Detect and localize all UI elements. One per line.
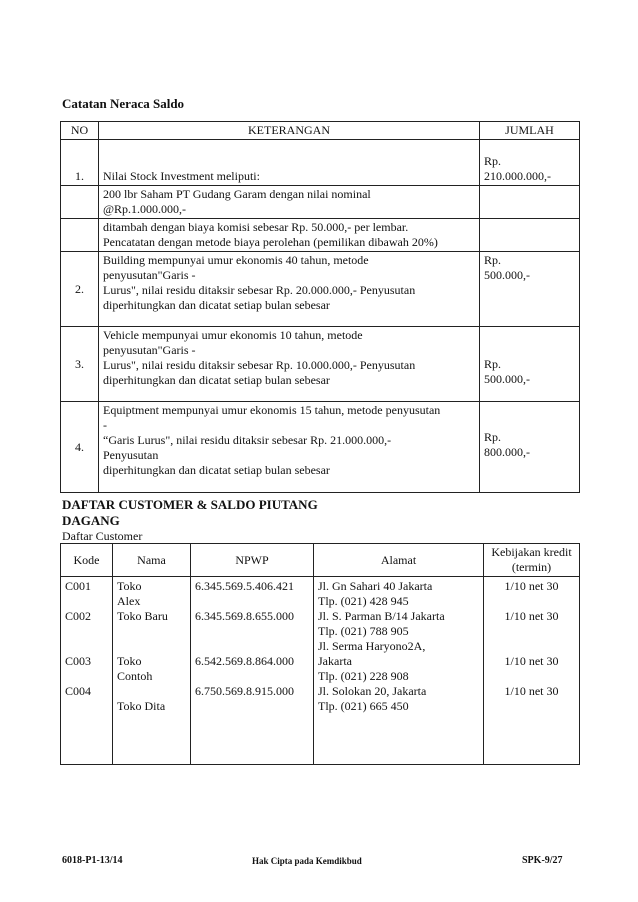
table-row — [61, 577, 580, 765]
description-line: Pencatatan dengan metode biaya perolehan (pemilikan dibawah 20%) — [103, 235, 438, 249]
table-row — [61, 327, 580, 402]
nama-cell — [117, 639, 186, 654]
npwp-cell — [195, 624, 309, 639]
alamat-cell: Jl. Solokan 20, Jakarta — [318, 684, 427, 698]
alamat-cell: Tlp. (021) 428 945 — [318, 594, 409, 608]
row-amount — [480, 402, 580, 493]
alamat-cell: Jl. Gn Sahari 40 Jakarta — [318, 579, 433, 593]
kebijakan-cell: 1/10 net 30 — [504, 684, 559, 698]
col-kode — [61, 577, 113, 765]
row-amount — [480, 327, 580, 402]
title-line: DAFTAR CUSTOMER & SALDO PIUTANG — [62, 497, 318, 512]
nama-cell: Toko — [117, 654, 142, 668]
alamat-cell: Tlp. (021) 788 905 — [318, 624, 409, 638]
kebijakan-cell: 1/10 net 30 — [504, 579, 559, 593]
kode-cell — [65, 639, 108, 654]
description-line: ditambah dengan biaya komisi sebesar Rp. 50.000,- per lembar. — [103, 220, 409, 234]
amount-value: 800.000,- — [484, 445, 530, 459]
header-kebijakan — [484, 544, 580, 577]
row-number — [61, 219, 99, 252]
kebijakan-cell — [488, 624, 575, 639]
footer-code: 6018-P1-13/14 — [62, 855, 123, 866]
table-header-row — [61, 122, 580, 140]
alamat-cell: Jl. Serma Haryono2A, — [318, 639, 426, 653]
col-nama — [113, 577, 191, 765]
nama-cell — [117, 684, 186, 699]
customer-table — [60, 543, 580, 765]
col-npwp — [191, 577, 314, 765]
amount-line: Rp. — [484, 154, 502, 168]
description-line: Equiptment mempunyai umur ekonomis 15 tahun, metode penyusutan — [103, 403, 441, 417]
section-subtitle: Daftar Customer — [62, 529, 143, 543]
description-line: Building mempunyai umur ekonomis 40 tahun, metode — [103, 253, 369, 267]
kode-cell: C002 — [65, 609, 92, 623]
alamat-cell: Jakarta — [318, 654, 352, 668]
header-alamat: Alamat — [314, 544, 484, 577]
header-nama: Nama — [113, 544, 191, 577]
row-number: 1. — [61, 140, 99, 186]
description-line: 200 lbr Saham PT Gudang Garam dengan nilai nominal — [103, 187, 371, 201]
kebijakan-cell — [488, 669, 575, 684]
row-number: 2. — [61, 252, 99, 327]
row-number: 4. — [61, 402, 99, 493]
row-amount — [480, 219, 580, 252]
row-description — [99, 327, 480, 402]
row-description — [99, 186, 480, 219]
description-line: penyusutan"Garis - — [103, 343, 196, 357]
kode-cell — [65, 624, 108, 639]
nama-cell: Toko — [117, 579, 142, 593]
kode-cell: C004 — [65, 684, 92, 698]
nama-cell — [117, 624, 186, 639]
row-description — [99, 219, 480, 252]
neraca-table — [60, 121, 580, 493]
table-row — [61, 402, 580, 493]
footer-copyright: Hak Cipta pada Kemdikbud — [252, 856, 362, 866]
npwp-cell: 6.750.569.8.915.000 — [195, 684, 294, 698]
header-jumlah: JUMLAH — [480, 122, 580, 140]
amount-line: Rp. — [484, 253, 502, 267]
kode-cell: C003 — [65, 654, 92, 668]
description-line: diperhitungkan dan dicatat setiap bulan sebesar — [103, 373, 330, 387]
amount-line: Rp. — [484, 430, 502, 444]
header-keterangan: KETERANGAN — [99, 122, 480, 140]
description-line: diperhitungkan dan dicatat setiap bulan sebesar — [103, 463, 330, 477]
description-line: penyusutan"Garis - — [103, 268, 196, 282]
kebijakan-cell — [488, 639, 575, 654]
row-number: 3. — [61, 327, 99, 402]
description-line: Lurus", nilai residu ditaksir sebesar Rp. 10.000.000,- Penyusutan — [103, 358, 416, 372]
kode-cell — [65, 594, 108, 609]
npwp-cell: 6.345.569.8.655.000 — [195, 609, 294, 623]
kode-cell: C001 — [65, 579, 92, 593]
row-description — [99, 252, 480, 327]
row-amount — [480, 186, 580, 219]
npwp-cell — [195, 669, 309, 684]
kode-cell — [65, 669, 108, 684]
section-title-customer — [62, 497, 362, 529]
amount-line: Rp. — [484, 357, 502, 371]
description-line: Vehicle mempunyai umur ekonomis 10 tahun, metode — [103, 328, 363, 342]
header-line: Kebijakan kredit — [491, 545, 572, 559]
alamat-cell: Jl. S. Parman B/14 Jakarta — [318, 609, 445, 623]
kebijakan-cell — [488, 594, 575, 609]
description-line: “Garis Lurus", nilai residu ditaksir sebesar Rp. 21.000.000,- — [103, 433, 392, 447]
nama-cell: Toko Baru — [117, 609, 168, 623]
row-description — [99, 402, 480, 493]
header-no: NO — [61, 122, 99, 140]
alamat-cell: Tlp. (021) 665 450 — [318, 699, 409, 713]
kebijakan-cell: 1/10 net 30 — [504, 654, 559, 668]
header-line: (termin) — [511, 560, 552, 574]
col-alamat — [314, 577, 484, 765]
npwp-cell: 6.345.569.5.406.421 — [195, 579, 294, 593]
nama-cell: Contoh — [117, 669, 153, 683]
row-number — [61, 186, 99, 219]
table-row — [61, 186, 580, 219]
alamat-cell: Tlp. (021) 228 908 — [318, 669, 409, 683]
section-title-neraca: Catatan Neraca Saldo — [62, 96, 185, 111]
table-row — [61, 140, 580, 186]
description-line: diperhitungkan dan dicatat setiap bulan sebesar — [103, 298, 330, 312]
row-amount — [480, 252, 580, 327]
row-description — [99, 140, 480, 186]
npwp-cell — [195, 639, 309, 654]
row-amount — [480, 140, 580, 186]
kebijakan-cell: 1/10 net 30 — [504, 609, 559, 623]
description-line: Penyusutan — [103, 448, 159, 462]
amount-value: 500.000,- — [484, 268, 530, 282]
nama-cell: Toko Dita — [117, 699, 166, 713]
header-kode: Kode — [61, 544, 113, 577]
description-line: Lurus", nilai residu ditaksir sebesar Rp. 20.000.000,- Penyusutan — [103, 283, 416, 297]
amount-value: 210.000.000,- — [484, 169, 551, 183]
description-line: Nilai Stock Investment meliputi: — [103, 169, 260, 183]
description-line: - — [103, 418, 107, 432]
amount-value: 500.000,- — [484, 372, 530, 386]
npwp-cell: 6.542.569.8.864.000 — [195, 654, 294, 668]
table-header-row — [61, 544, 580, 577]
table-row — [61, 219, 580, 252]
header-npwp: NPWP — [191, 544, 314, 577]
title-line: DAGANG — [62, 513, 120, 528]
footer-page: SPK-9/27 — [522, 855, 563, 866]
table-row — [61, 252, 580, 327]
col-kebijakan — [484, 577, 580, 765]
npwp-cell — [195, 594, 309, 609]
description-line: @Rp.1.000.000,- — [103, 202, 187, 216]
nama-cell: Alex — [117, 594, 141, 608]
